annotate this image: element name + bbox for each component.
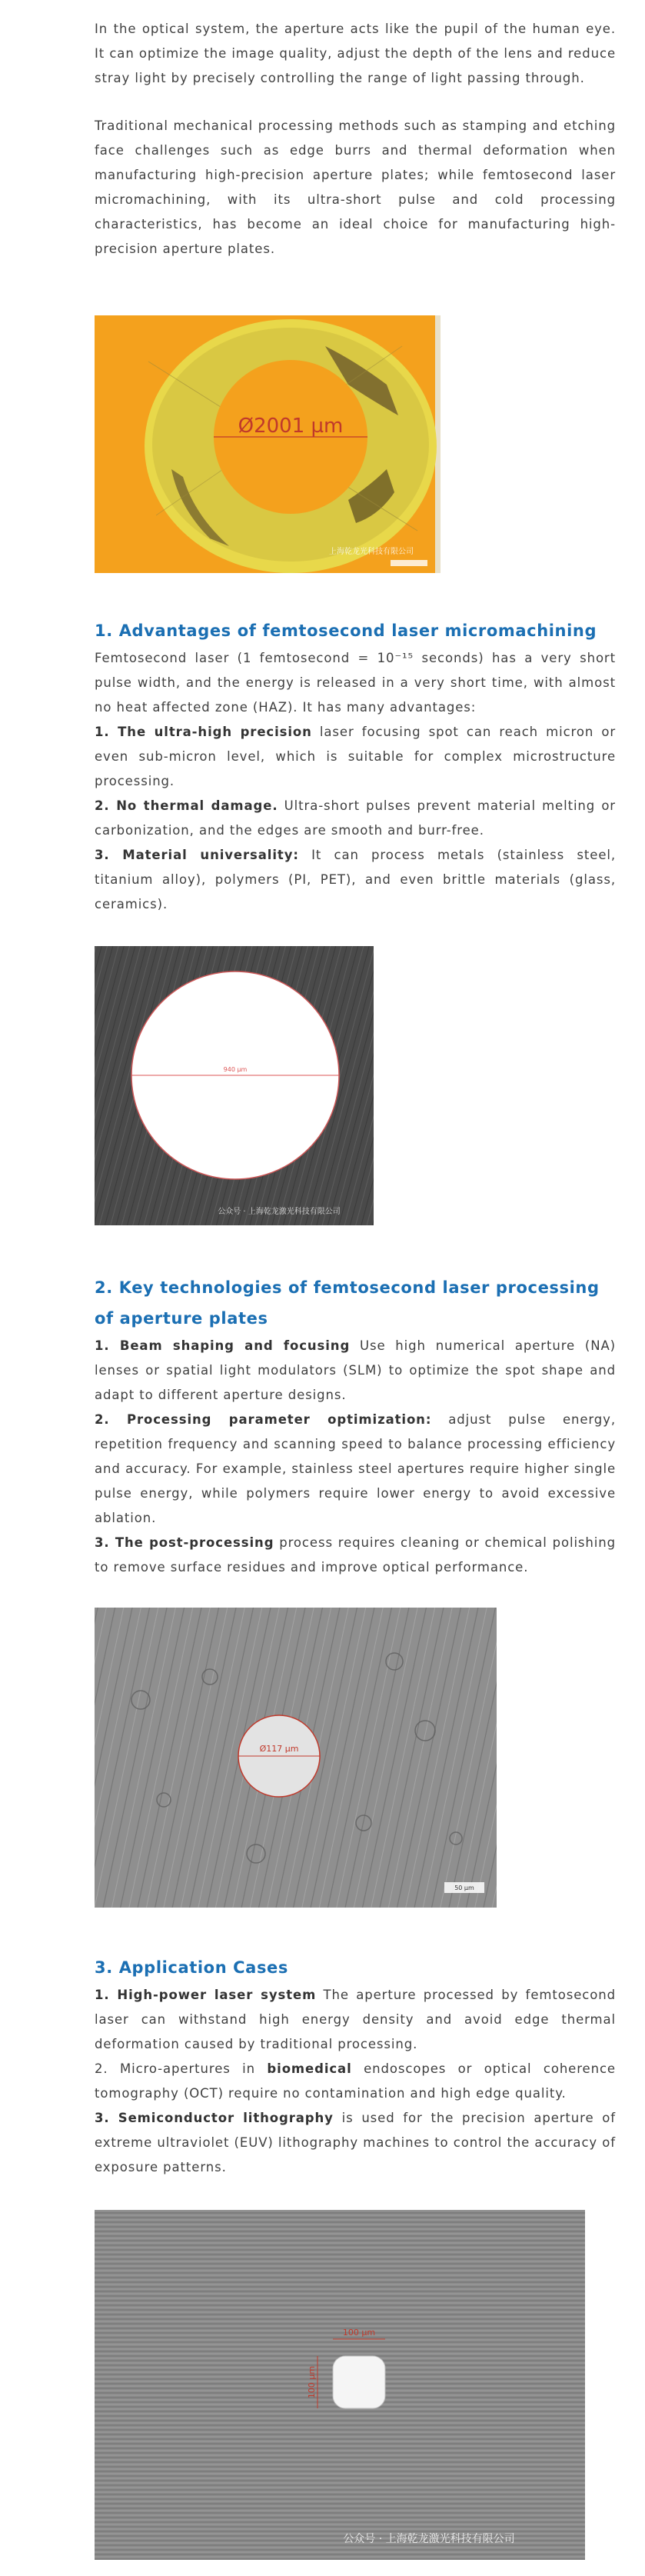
scale-bar-label: 50 µm [454,1885,474,1891]
list-item: 2. No thermal damage. Ultra-short pulses prevent material melting or carbonization, and the edges are smooth and burr-free. [95,798,616,838]
list-item: 1. High-power laser system The aperture processed by femtosecond laser can withstand high energy density and avoid edge thermal deformation caused by traditional processing. [95,1988,617,2051]
list-item: 3. The post-processing process requires cleaning or chemical polishing to remove surface residues and improve optical performance. [95,1535,616,1575]
aperture-diameter-label: 940 µm [223,1066,248,1073]
aperture-photo-orange [95,315,441,573]
section-intro: Femtosecond laser (1 femtosecond = 10⁻¹⁵ seconds) has a very short pulse width, and the energy is released in a very short time, with almost no heat affected zone (HAZ). It has many advantages: [95,651,616,715]
list-item: 3. Semiconductor lithography is used for the precision aperture of extreme ultraviolet (EUV) lithography machines to control the accuracy of exposure patterns. [95,2111,616,2174]
square-width-label: 100 µm [342,2328,376,2338]
aperture-diameter-label: Ø117 µm [259,1744,299,1754]
list-item: 1. The ultra-high precision laser focusing spot can reach micron or even sub-micron level, which is suitable for complex microstructure processing. [95,725,616,788]
list-item: 2. Micro-apertures in biomedical endoscopes or optical coherence tomography (OCT) require no contamination and high edge quality. [95,2061,616,2101]
intro-paragraph-2: Traditional mechanical processing methods such as stamping and etching face challenges such as edge burrs and thermal deformation when manufacturing high-precision aperture plates; while femtosecond laser micromachining, with its ultra-short pulse and cold processing characteristics, has become an ideal choice for manufacturing high-precision aperture plates. [95,118,616,256]
section-key-technologies [95,1272,616,1580]
intro-paragraph-1: In the optical system, the aperture acts like the pupil of the human eye. It can optimize the image quality, adjust the depth of the lens and reduce stray light by precisely controlling the range of light passing through. [95,22,616,85]
image-watermark: 公众号 · 上海乾龙激光科技有限公司 [343,2533,515,2545]
list-item: 1. Beam shaping and focusing Use high numerical aperture (NA) lenses or spatial light modulators (SLM) to optimize the spot shape and adapt to different aperture designs. [95,1338,616,1402]
list-item: 2. Processing parameter optimization: adjust pulse energy, repetition frequency and scanning speed to balance processing efficiency and accuracy. For example, stainless steel apertures require higher single pulse energy, while polymers require lower energy to avoid excessive ablation. [95,1412,616,1525]
section-heading: 3. Application Cases [95,1958,288,1977]
section-heading: 1. Advantages of femtosecond laser micromachining [95,622,597,640]
image-watermark: 公众号 · 上海乾龙激光科技有限公司 [218,1208,341,1216]
image-watermark: 上海乾龙光科技有限公司 [329,548,414,556]
aperture-photo-white-circle [95,946,374,1225]
list-item: 3. Material universality: It can process metals (stainless steel, titanium alloy), polymers (PI, PET), and even brittle materials (glass, ceramics). [95,848,616,911]
section-application-cases [95,1952,616,2180]
section-heading: 2. Key technologies of femtosecond laser processing of aperture plates [95,1278,600,1328]
aperture-photo-square [95,2210,585,2560]
aperture-photo-small-circle [95,1608,497,1908]
aperture-diameter-label: Ø2001 µm [238,415,344,438]
section-advantages [95,615,616,917]
square-height-label: 100 µm [307,2365,317,2399]
intro [95,17,616,285]
